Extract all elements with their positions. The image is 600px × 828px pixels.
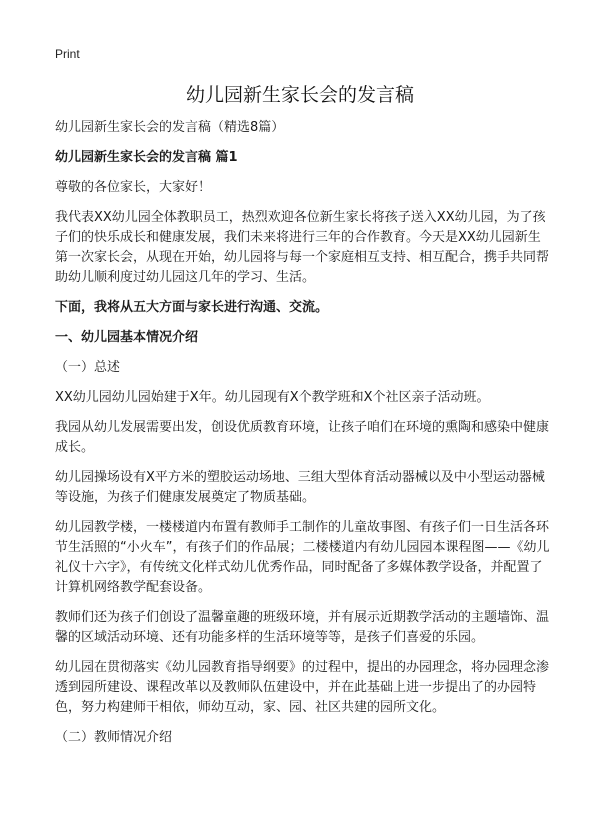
- paragraph-6: 幼儿园在贯彻落实《幼儿园教育指导纲要》的过程中，提出的办园理念，将办园理念渗透到园所建设、课程改革以及教师队伍建设中，并在此基础上进一步提出了的办园特色，努力构建师干相依，师幼互动，家、园、社区共建的园所文化。: [55, 660, 550, 715]
- document-subtitle: 幼儿园新生家长会的发言稿（精选8篇）: [55, 120, 285, 135]
- section-title: 幼儿园新生家长会的发言稿 篇1: [55, 150, 238, 165]
- page-title: 幼儿园新生家长会的发言稿: [185, 84, 414, 106]
- paragraph-2: 我园从幼儿发展需要出发，创设优质教育环境，让孩子咱们在环境的熏陶和感染中健康成长。: [55, 420, 550, 455]
- paragraph-3: 幼儿园操场设有X平方米的塑胶运动场地、三组大型体育活动器械以及中小型运动器械等设施，为孩子们健康发展奠定了物质基础。: [55, 470, 545, 505]
- subheading-teachers: （二）教师情况介绍: [55, 730, 173, 745]
- print-link[interactable]: Print: [55, 47, 80, 61]
- transition-paragraph: 下面，我将从五大方面与家长进行沟通、交流。: [55, 300, 329, 315]
- part1-heading: 一、幼儿园基本情况介绍: [55, 330, 199, 345]
- greeting-paragraph: 尊敬的各位家长，大家好！: [55, 180, 212, 195]
- paragraph-4: 幼儿园教学楼，一楼楼道内布置有教师手工制作的儿童故事图、有孩子们一日生活各环节生活照的“小火车”，有孩子们的作品展；二楼楼道内有幼儿园园本课程图——《幼儿礼仪十六字》，有传统文化样式幼儿优秀作品，同时配备了多媒体教学设备，并配置了计算机网络教学配套设备。: [55, 520, 550, 595]
- intro-paragraph: 我代表XX幼儿园全体教职员工，热烈欢迎各位新生家长将孩子送入XX幼儿园，为了孩子们的快乐成长和健康发展，我们未来将进行三年的合作教育。今天是XX幼儿园新生第一次家长会，从现在开始，幼儿园将与每一个家庭相互支持、相互配合，携手共同帮助幼儿顺利度过幼儿园这几年的学习、生活。: [55, 210, 550, 285]
- subheading-overview: （一）总述: [55, 360, 121, 375]
- paragraph-1: XX幼儿园幼儿园始建于X年。幼儿园现有X个教学班和X个社区亲子活动班。: [55, 390, 490, 405]
- document-body: [55, 118, 551, 748]
- paragraph-5: 教师们还为孩子们创设了温馨童趣的班级环境，并有展示近期教学活动的主题墙饰、温馨的区域活动环境、还有功能多样的生活环境等等，是孩子们喜爱的乐园。: [55, 610, 550, 645]
